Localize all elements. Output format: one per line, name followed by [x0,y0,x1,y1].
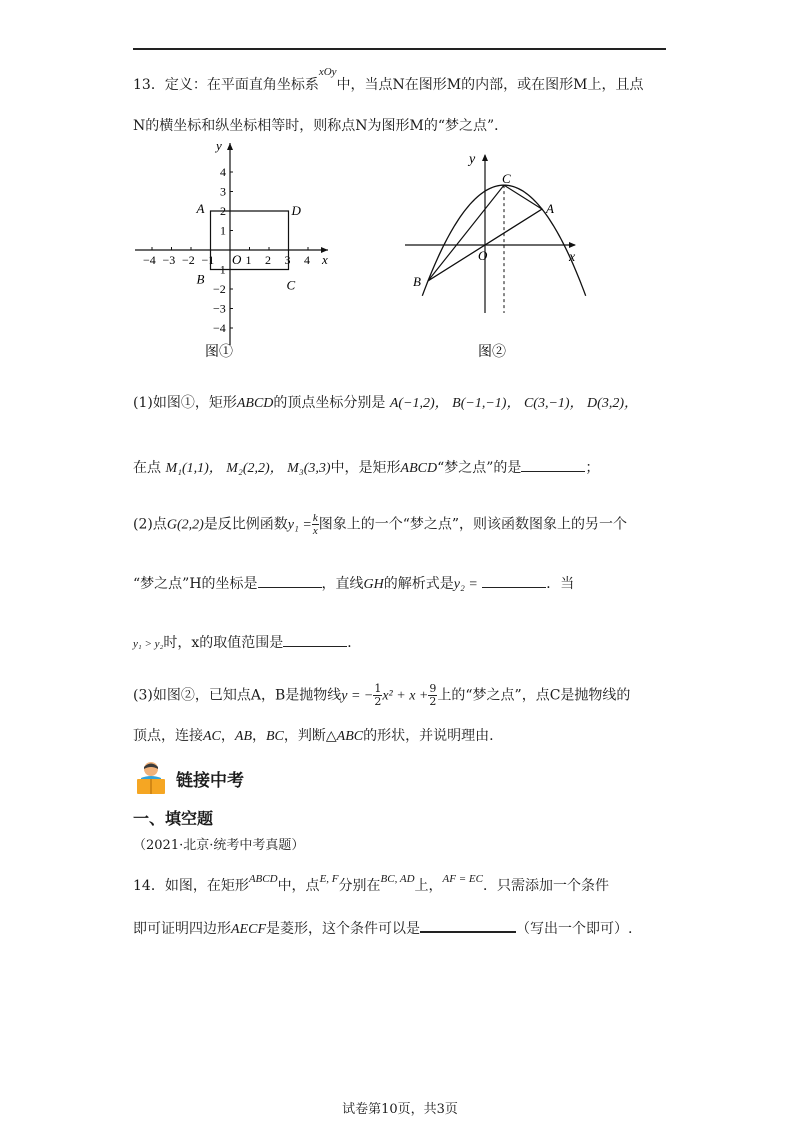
point-a-label: A [196,201,205,216]
y-tick-label: −4 [213,321,226,335]
y-axis-arrow [227,143,233,150]
y-axis-label: y [469,152,476,167]
q13-line1: 13．定义：在平面直角坐标系$^{xOy}$中，当点N在图形M的内部，或在图形M上，且点 [133,66,644,93]
x-tick-label: 1 [245,253,252,267]
part3-line2: 顶点，连接AC，AB，BC，判断△ABC的形状，并说明理由. [133,728,494,744]
answer-blank-5[interactable] [420,917,516,933]
part1-line2: 在点 M₁(1,1)， M₂(2,2)， M₃(3,3)中，是矩形ABCD“梦之点”的是 ； [133,457,599,479]
answer-blank-3[interactable] [482,573,546,588]
x-axis-label: x [322,252,328,267]
part1-line1: (1)如图①，矩形ABCD的顶点坐标分别是 A(−1,2)， B(−1,−1)， C(3,−1)， D(3,2)， [133,395,638,411]
top-rule [133,48,666,50]
y-tick-label: −1 [213,262,226,277]
figure-2-caption: 图② [478,345,506,360]
x-axis-arrow [569,242,576,248]
x-tick-label: 2 [265,253,271,267]
x-tick-label: 3 [284,253,291,267]
y-axis-arrow [482,154,488,161]
figure-1-caption: 图① [205,345,233,360]
section-fill-title: 一、填空题 [133,809,214,828]
x-axis-label: x [569,250,576,265]
x-tick-label: −4 [143,253,156,267]
q13-line2: N的横坐标和纵坐标相等时，则称点N为图形M的“梦之点”． [133,118,509,134]
point-c-label: C [286,277,296,293]
q14-source: （2021·北京·统考中考真题） [133,838,305,853]
y-tick-label: −2 [213,282,226,296]
reading-student-icon [133,760,169,796]
coordinate-system-label: xOy [318,66,337,78]
answer-blank-4[interactable] [283,632,347,647]
page-footer: 试卷第10页，共3页 [342,1102,458,1117]
answer-blank-1[interactable] [521,457,585,472]
y-tick-label: 3 [220,184,226,199]
part2-line3: y₁ > y₂时，x的取值范围是 ． [133,632,361,654]
q14-line2: 即可证明四边形AECF是菱形，这个条件可以是 （写出一个即可）. [133,917,632,940]
y-axis-label: y [216,140,222,153]
figure-2 [400,145,590,360]
x-tick-label: −1 [201,253,215,267]
answer-blank-2[interactable] [258,573,322,588]
part3-line1: (3)如图②，已知点A，B是抛物线y = − $\frac{1}{2}$ x² + x + $\frac{9}{2}$ 上的“梦之点”，点C是抛物线的 [133,682,631,708]
point-b-label: B [196,271,205,287]
fraction-one-half: $\frac{1}{2}$ [374,682,382,708]
x-tick-label: −3 [162,253,176,267]
point-b-label: B [413,273,421,289]
q14-line1: 14．如图，在矩形$^{ABCD}$中，点$^{E, F}$分别在$^{BC, AD}$上，$^{AF = EC}$．只需添加一个条件 [133,873,609,894]
origin-label: O [478,248,488,263]
y-tick-label: −3 [213,301,226,316]
point-c-label: C [502,171,511,187]
y-tick-label: 4 [220,165,226,179]
point-a-label: A [546,201,554,217]
fraction-k-over-x: $\frac{k}{x}$ [312,512,318,537]
origin-label: O [232,252,242,267]
fraction-nine-halves: $\frac{9}{2}$ [429,682,437,708]
y-tick-label: 2 [220,204,226,218]
part2-line1: (2)点G(2,2)是反比例函数y₁ = $\frac{k}{x}$ 图象上的一个“梦之点”，则该函数图象上的另一个 [133,512,628,537]
point-d-label: D [291,203,301,218]
x-tick-label: 4 [304,253,310,267]
part2-line2: “梦之点”H的坐标是 ，直线GH的解析式是y₂ = ．当 [133,573,574,595]
x-tick-label: −2 [182,253,195,267]
figure-1 [130,140,340,360]
y-tick-label: 1 [220,223,226,238]
section-link-title: 链接中考 [176,771,244,791]
